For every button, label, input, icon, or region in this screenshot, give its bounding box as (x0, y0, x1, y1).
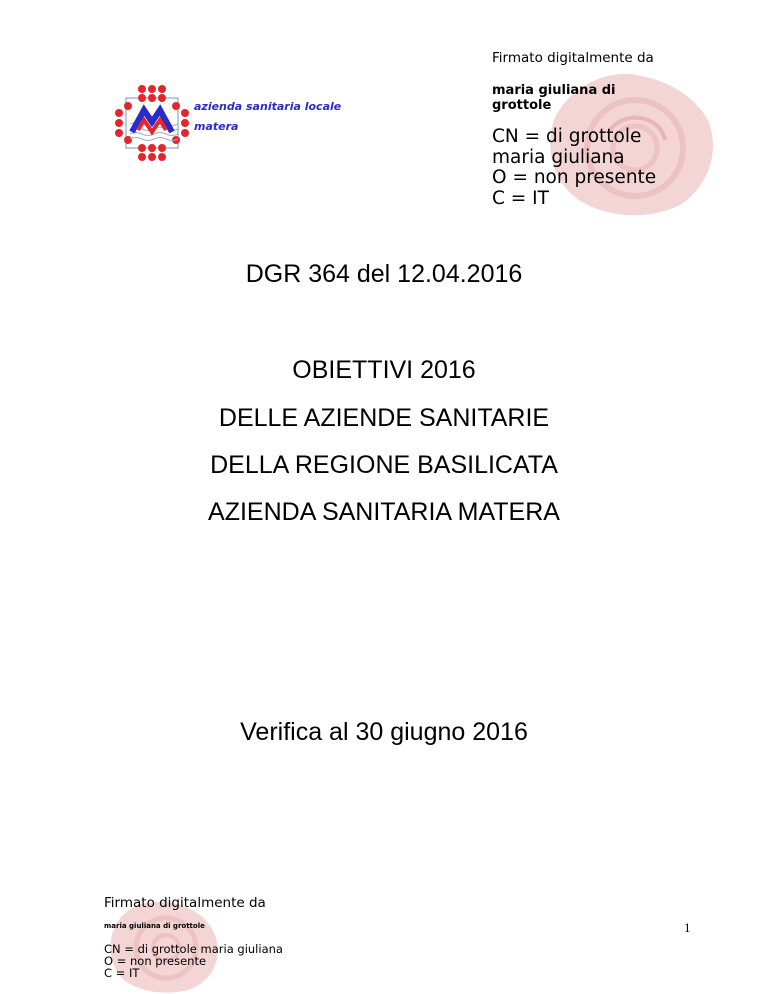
logo-dot (158, 144, 166, 152)
logo-dot (181, 129, 189, 137)
logo-dot (124, 102, 132, 110)
signature-detail-cn: CN = di grottole maria giuliana (104, 942, 283, 956)
logo-dot (115, 129, 123, 137)
signature-signer: maria giuliana di grottole (492, 83, 616, 113)
logo-dot (148, 94, 156, 102)
logo-dot (181, 119, 189, 127)
logo-dot (138, 153, 146, 161)
logo-dot (138, 144, 146, 152)
verification-date: Verifica al 30 giugno 2016 (240, 718, 528, 746)
title-line-4: AZIENDA SANITARIA MATERA (208, 498, 560, 526)
logo-dot (158, 85, 166, 93)
logo-dot (115, 119, 123, 127)
dgr-reference: DGR 364 del 12.04.2016 (245, 260, 523, 288)
signature-header: Firmato digitalmente da (104, 895, 266, 911)
title-line-2: DELLE AZIENDE SANITARIE (218, 404, 550, 432)
title-line-1: OBIETTIVI 2016 (292, 356, 476, 384)
logo-dot (138, 85, 146, 93)
logo-text-line2: matera (194, 120, 239, 133)
logo-dot (124, 136, 132, 144)
title-line-3: DELLA REGIONE BASILICATA (210, 451, 558, 479)
logo-dot (181, 109, 189, 117)
logo-dot (138, 94, 146, 102)
logo-text-line1: azienda sanitaria locale (194, 100, 342, 113)
logo-dot (158, 94, 166, 102)
logo-dot (148, 153, 156, 161)
logo-dot (115, 109, 123, 117)
digital-signature-top (492, 50, 722, 230)
signature-detail-c: C = IT (492, 187, 549, 209)
signature-detail-name: maria giuliana (492, 146, 625, 168)
signature-header: Firmato digitalmente da (492, 50, 654, 66)
page-number: 1 (684, 920, 691, 935)
logo-emblem (112, 82, 192, 164)
logo-dot (158, 153, 166, 161)
signature-signer: maria giuliana di grottole (104, 922, 205, 930)
signature-detail-cn: CN = di grottole (492, 126, 642, 147)
signature-detail-o: O = non presente (104, 954, 207, 968)
signature-details (492, 127, 656, 209)
logo-dot (172, 102, 180, 110)
signature-detail-c: C = IT (104, 966, 140, 980)
signature-detail-o: O = non presente (492, 167, 657, 188)
asl-matera-logo (112, 82, 342, 164)
signature-details (104, 943, 283, 979)
logo-dot (148, 85, 156, 93)
digital-signature-bottom (104, 888, 354, 994)
logo-dot (148, 144, 156, 152)
